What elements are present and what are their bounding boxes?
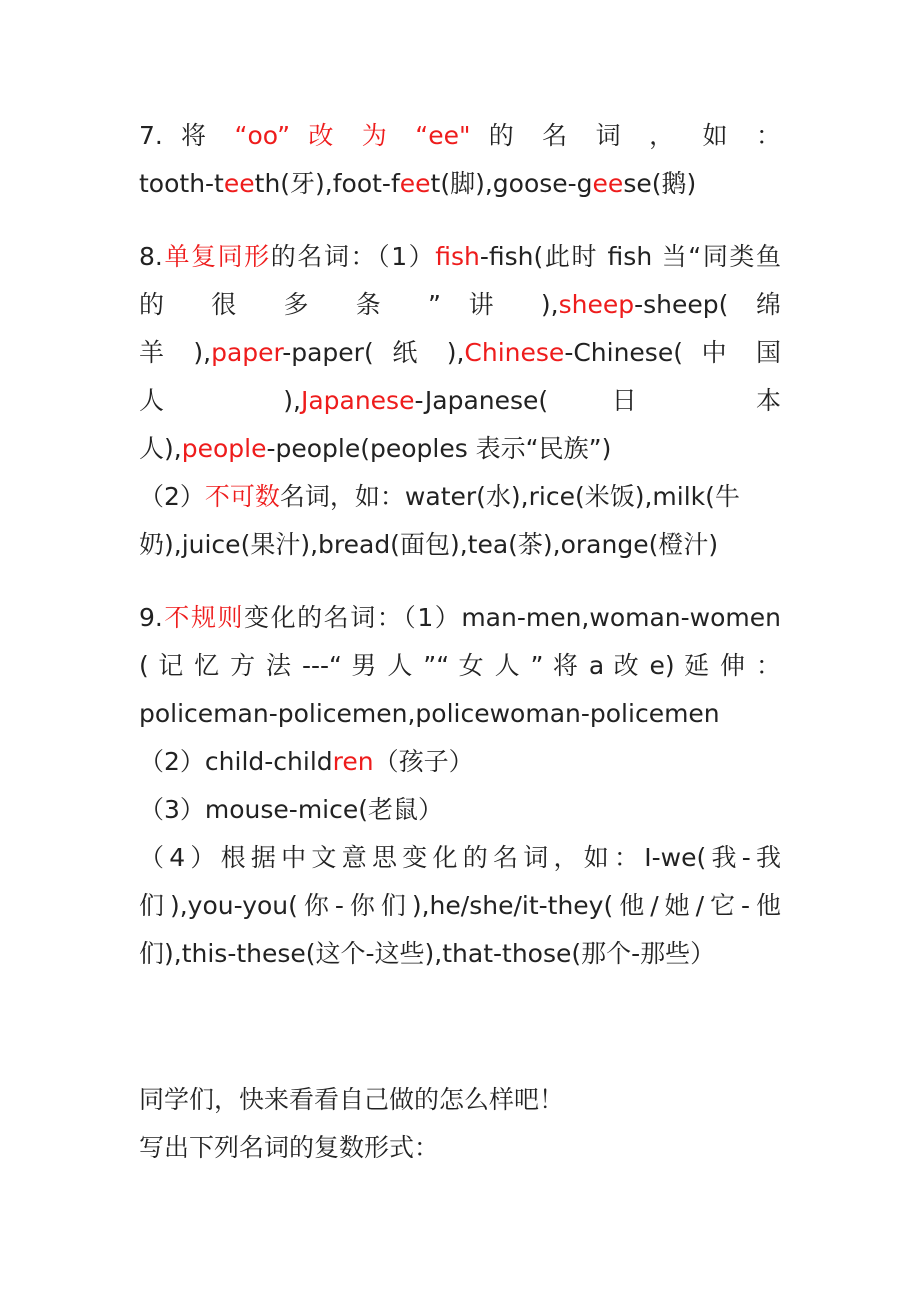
text-line: [139, 285, 781, 325]
body-text: th(牙),foot-f: [254, 169, 400, 198]
body-text: 的名词：（1）: [270, 242, 436, 271]
body-text: -sheep( 绵: [634, 290, 781, 319]
body-text: 名词，如：water(水),rice(米饭),milk(牛: [279, 482, 740, 511]
text-line: [139, 646, 781, 686]
body-text: 人),: [139, 434, 182, 463]
text-line: [139, 429, 781, 469]
text-line: [139, 886, 781, 926]
text-line: [139, 1080, 781, 1120]
body-text: ( 记 忆 方 法 ---“ 男 人 ”“ 女 人 ” 将 a 改 e) 延 伸 ：: [139, 651, 781, 680]
body-text: （2）child-child: [139, 747, 333, 776]
body-text: 的 名 词 ， 如 ：: [470, 121, 781, 150]
body-text: 9.: [139, 603, 163, 632]
body-text: 人 ),: [139, 386, 301, 415]
body-text: （4）根据中文意思变化的名词，如：I-we(我-我: [139, 843, 781, 872]
text-line: [139, 381, 781, 421]
text-line: [139, 790, 781, 830]
text-line: [139, 934, 781, 974]
text-line: [139, 237, 781, 277]
body-text: -fish(此时 fish 当“同类鱼: [479, 242, 781, 271]
text-line: [139, 598, 781, 638]
highlighted-text: ren: [332, 747, 374, 776]
body-text: t(脚),goose-g: [430, 169, 593, 198]
body-text: 羊 ),: [139, 338, 212, 367]
body-text: 奶),juice(果汁),bread(面包),tea(茶),orange(橙汁): [139, 530, 719, 559]
body-text: -Japanese( 日 本: [414, 386, 781, 415]
text-line: [139, 477, 781, 517]
text-line: [139, 694, 781, 734]
body-text: 8.: [139, 242, 163, 271]
body-text: 7. 将: [139, 121, 235, 150]
highlighted-text: sheep: [558, 290, 635, 319]
body-text: se(鹅): [623, 169, 697, 198]
body-text: 们),you-you(你-你们),he/she/it-they(他/她/它-他: [139, 891, 781, 920]
body-text: （3）mouse-mice(老鼠）: [139, 795, 444, 824]
highlighted-text: 不可数: [204, 482, 280, 511]
text-line: [139, 838, 781, 878]
highlighted-text: fish: [435, 242, 480, 271]
body-text: 同学们，快来看看自己做的怎么样吧！: [139, 1085, 565, 1114]
body-text: 们),this-these(这个-这些),that-those(那个-那些）: [139, 939, 716, 968]
highlighted-text: ee: [223, 169, 255, 198]
body-text: -people(peoples 表示“民族”): [266, 434, 612, 463]
highlighted-text: 不规则: [162, 603, 245, 632]
text-line: [139, 333, 781, 373]
highlighted-text: ee: [592, 169, 624, 198]
body-text: 写出下列名词的复数形式：: [139, 1133, 440, 1162]
highlighted-text: 单复同形: [162, 242, 271, 271]
highlighted-text: people: [181, 434, 267, 463]
text-line: [139, 1128, 781, 1168]
body-text: 变化的名词：（1）man-men,woman-women: [244, 603, 781, 632]
highlighted-text: Japanese: [300, 386, 415, 415]
text-line: [139, 742, 781, 782]
body-text: tooth-t: [139, 169, 224, 198]
body-text: -paper( 纸 ),: [282, 338, 465, 367]
body-text: （2）: [139, 482, 205, 511]
highlighted-text: paper: [211, 338, 283, 367]
text-line: [139, 116, 781, 156]
highlighted-text: ee: [399, 169, 431, 198]
body-text: 的 很 多 条 ” 讲 ),: [139, 290, 559, 319]
text-line: [139, 164, 781, 204]
text-line: [139, 525, 781, 565]
highlighted-text: Chinese: [464, 338, 565, 367]
highlighted-text: “oo” 改 为 “ee": [234, 121, 471, 150]
body-text: -Chinese( 中 国: [564, 338, 781, 367]
body-text: policeman-policemen,policewoman-policemen: [139, 699, 720, 728]
body-text: （孩子）: [373, 747, 474, 776]
